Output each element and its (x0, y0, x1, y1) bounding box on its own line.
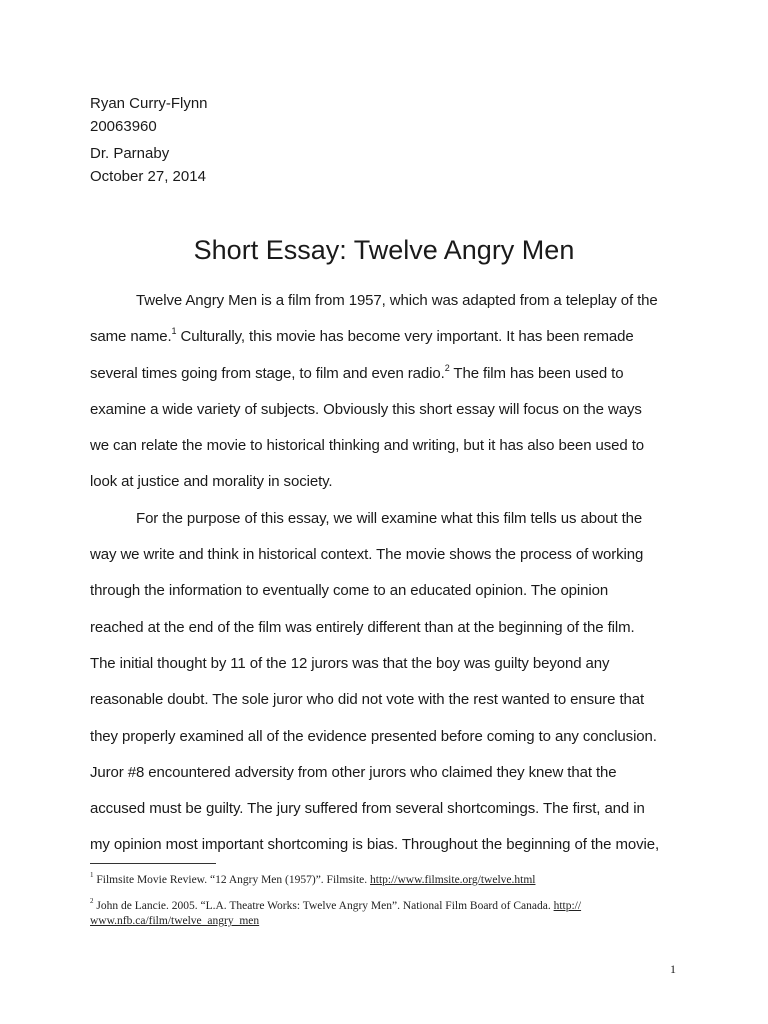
instructor-name: Dr. Parnaby (90, 145, 170, 162)
body-line: Twelve Angry Men is a film from 1957, which was adapted from a teleplay of the (136, 292, 658, 309)
footnote-number: 2 (90, 897, 94, 906)
body-line: they properly examined all of the evidence presented before coming to any conclusion. (90, 727, 657, 745)
body-line: my opinion most important shortcoming is bias. Throughout the beginning of the movie, (90, 836, 660, 854)
page-number: 1 (670, 962, 676, 976)
author-header (90, 92, 208, 188)
body-line: several times going from stage, to film and even radio.$^2$ The film has been used to (90, 362, 624, 382)
body-line: reached at the end of the film was entirely different than at the beginning of the film. (90, 618, 635, 636)
footnote-ref-2: 2 (444, 362, 450, 373)
footnote-link[interactable]: http:// (553, 900, 582, 912)
footnote-1 (90, 873, 690, 888)
footnote-link-continued[interactable]: www.nfb.ca/film/twelve_angry_men (90, 915, 260, 927)
body-line: accused must be guilty. The jury suffered from several shortcomings. The first, and in (90, 800, 645, 818)
essay-date: October 27, 2014 (90, 168, 206, 185)
body-line: examine a wide variety of subjects. Obviously this short essay will focus on the ways (90, 400, 642, 418)
footnotes (90, 873, 690, 940)
body-line: reasonable doubt. The sole juror who did not vote with the rest wanted to ensure that (90, 691, 645, 709)
body-line: look at justice and morality in society. (90, 473, 333, 491)
body-line: through the information to eventually come to an educated opinion. The opinion (90, 582, 609, 600)
author-name: Ryan Curry-Flynn (90, 95, 208, 112)
footnote-link[interactable]: http://www.filmsite.org/twelve.html (370, 874, 536, 886)
footnote-divider (90, 863, 216, 864)
footnote-ref-1: 1 (171, 326, 177, 337)
footnote-text: Filmsite Movie Review. “12 Angry Men (1957)”. Filmsite. (93, 874, 371, 886)
body-line: same name.$^1$ Culturally, this movie has become very important. It has been remade (90, 326, 634, 346)
footnote-2 (90, 899, 690, 929)
body-line: we can relate the movie to historical thinking and writing, but it has also been used to (90, 437, 645, 455)
essay-body (90, 283, 682, 864)
student-id: 20063960 (90, 118, 157, 135)
body-line: For the purpose of this essay, we will examine what this film tells us about the (136, 509, 643, 527)
essay-title: Short Essay: Twelve Angry Men (193, 235, 575, 266)
body-line: way we write and think in historical context. The movie shows the process of working (90, 546, 644, 564)
body-line: Juror #8 encountered adversity from other jurors who claimed they knew that the (90, 763, 617, 781)
body-line: The initial thought by 11 of the 12 jurors was that the boy was guilty beyond any (90, 654, 610, 672)
footnote-number: 1 (90, 871, 94, 880)
footnote-text: John de Lancie. 2005. “L.A. Theatre Works: Twelve Angry Men”. National Film Board of Canada. (93, 900, 554, 912)
